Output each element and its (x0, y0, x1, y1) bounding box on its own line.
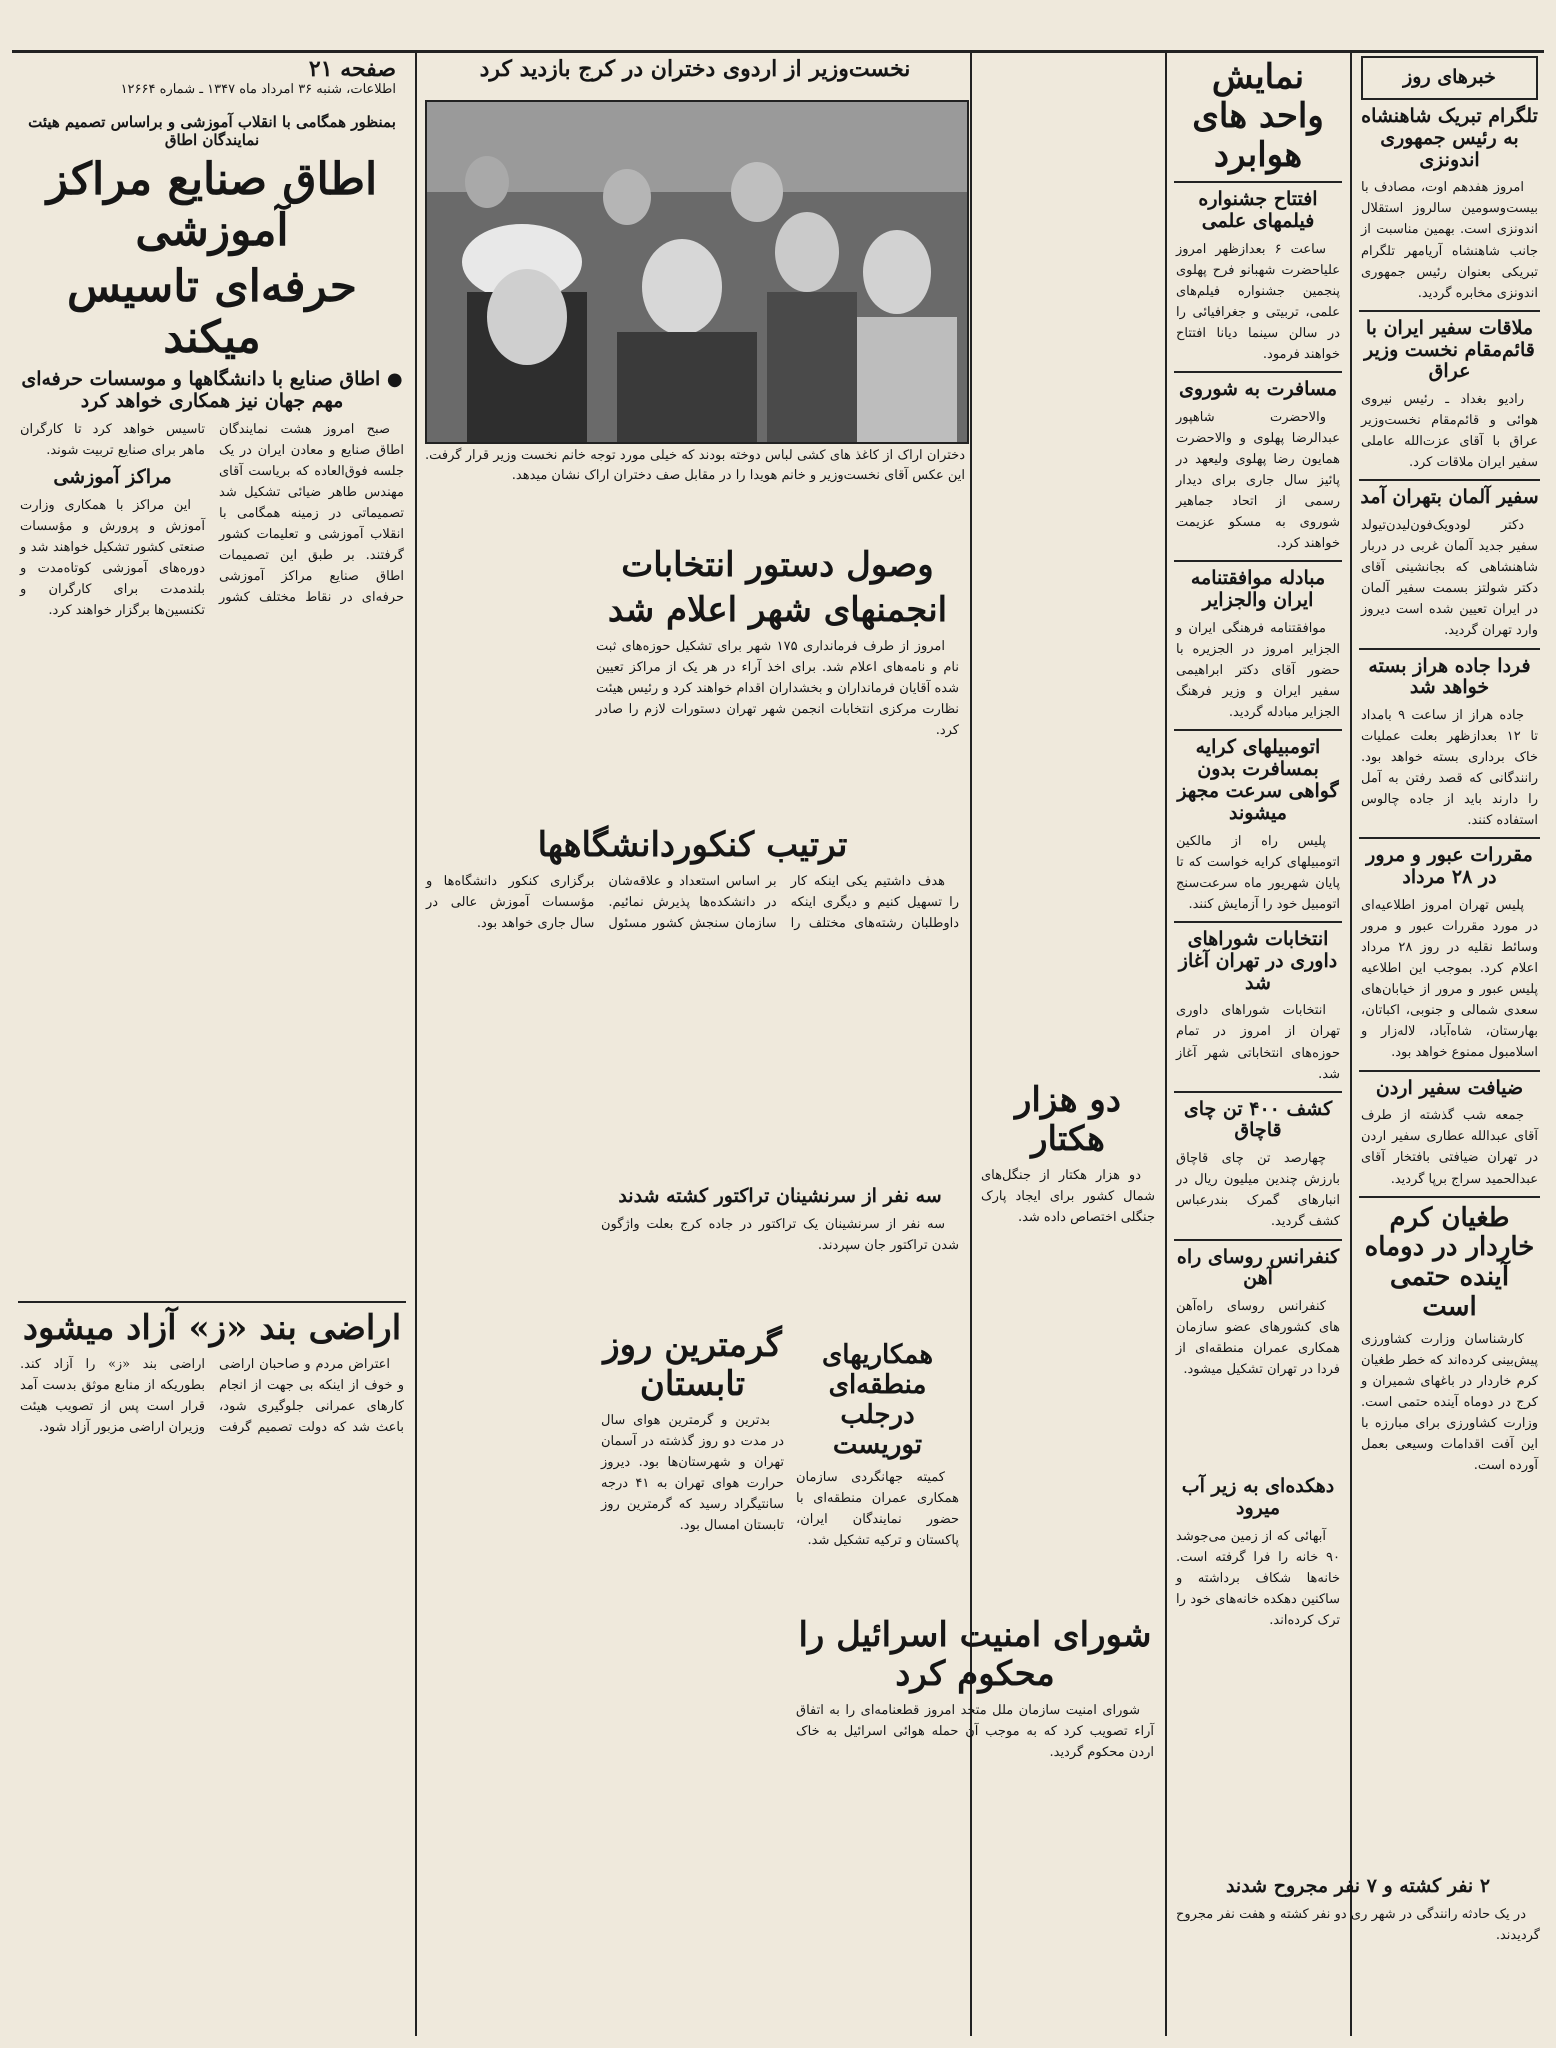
chamber-text-2: این مراکز با همکاری وزارت آموزش و پرورش و مؤسسات صنعتی کشور تشکیل خواهند شد و دوره‌های آموزشی کوتاه‌مدت و بلند‌مدت برای کارگران و تکنسین‌ها برگزار خواهند کرد. (20, 498, 205, 619)
bullet-icon: ● (386, 369, 403, 391)
brief-text: کارشناسان وزارت کشاورزی پیش‌بینی کرده‌اند که خطر طغیان کرم خاردار در باغهای شمیران و کرج در دوماه آینده حتمی است. وزارت کشاورزی برای مبارزه با این آفت اقدامات وسیعی بعمل آورده است. (1361, 1332, 1538, 1474)
konkur-text: هدف داشتیم یکی اینکه کار را تسهیل کنیم و دیگری اینکه داوطلبان رشته‌های مختلف را بر اساس استعداد و علاقه‌شان در دانشکده‌ها پذیرش نمائیم. سازمان سنجش کشور مسئول برگزاری کنکور دانشگاه‌ها و مؤسسات آموزش عالی در سال جاری خواهد بود. (426, 874, 959, 932)
festival-item-title: افتتاح جشنواره فیلمهای علمی (1198, 188, 1318, 233)
tractor-article (595, 1180, 965, 1320)
elections-title-2: انجمنهای شهر اعلام شد (607, 590, 948, 631)
accident-text: در یک حادثه رانندگی در شهر ری دو نفر کشته و هفت نفر مجروح گردیدند. (1176, 1906, 1540, 1943)
village-title: دهکده‌ای به زیر آب میرود (1181, 1475, 1335, 1519)
hectare-article (975, 1075, 1161, 1335)
security-council-article (790, 1610, 1160, 2030)
brief-title: ضیافت سفیر اردن (1375, 1076, 1524, 1099)
brief-item (1355, 318, 1544, 474)
chamber-kicker: بمنظور همگامی با انقلاب آموزشی و براساس تصمیم هیئت نمایندگان اطاق (28, 113, 396, 149)
photo-caption: دختران اراک از کاغذ های کشی لباس دوخته بودند که خیلی مورد توجه خانم نخست وزیر قرار گرفت. این عکس آقای نخست‌وزیر و خانم هویدا را در مقابل صف دختران اراک نشان میدهد. (425, 448, 965, 484)
elections-title-1: وصول دستور انتخابات (621, 545, 934, 585)
photo-headline: نخست‌وزیر از اردوی دختران در کرج بازدید کرد (479, 56, 911, 82)
divider (1174, 181, 1342, 183)
divider (18, 1301, 406, 1303)
chamber-section-title: مراکز آموزشی (53, 466, 172, 489)
festival-item-title: مبادله موافقتنامه ایران والجزایر (1190, 567, 1326, 612)
accident-article (1170, 1870, 1546, 2030)
festival-item-title: اتومبیلهای کرایه بمسافرت بدون گواهی سرعت مجهز میشوند (1177, 736, 1339, 824)
land-article (14, 1295, 410, 2035)
hot-day-text: بدترین و گرمترین هوای سال در مدت دو روز گذشته در آسمان تهران و شهرستان‌ها بود. دیروز حرارت هوای تهران به ۴۱ درجه سانتیگراد رسید که گرمترین روز تابستان امسال بود. (601, 1413, 784, 1534)
festival-item-text: انتخابات شوراهای داوری تهران از امروز در تمام حوزه‌های انتخاباتی شهر آغاز شد. (1176, 1003, 1340, 1082)
festival-item-title: کنفرانس روسای راه آهن (1176, 1245, 1340, 1290)
hot-day-title: گرمترین روز تابستان (603, 1325, 782, 1405)
village-article (1170, 1470, 1346, 1810)
festival-item-text: چهارصد تن چای قاچاق بارزش چندین میلیون ریال در انبارهای گمرک بندرعباس کشف گردید. (1176, 1151, 1340, 1230)
chamber-title-2: حرفه‌ای تاسیس میکند (67, 261, 357, 363)
brief-text: جمعه شب گذشته از طرف آقای عبدالله عطاری سفیر اردن در تهران ضیافتی بافتخار آقای عبدالحمید سراج برپا گردید. (1361, 1108, 1538, 1187)
divider (1359, 310, 1540, 312)
brief-title: تلگرام تبریک شاهنشاه به رئیس جمهوری اندونزی (1361, 104, 1538, 171)
brief-item (1355, 656, 1544, 832)
divider (1174, 1091, 1342, 1093)
brief-text: جاده هراز از ساعت ۹ بامداد تا ۱۲ بعدازظهر بعلت عملیات خاک برداری بسته خواهد بود. رانندگانی که قصد رفتن به آمل را دارند باید از جاده چالوس استفاده کنند. (1361, 708, 1538, 829)
security-council-text: شورای امنیت سازمان ملل متحد امروز قطعنامه‌ای را به اتفاق آراء تصویب کرد که به موجب آن حمله هوائی اسرائیل به خاک اردن محکوم گردید. (796, 1703, 1154, 1761)
chamber-subhead: ● اطاق صنایع با دانشگاهها و موسسات حرفه‌ای مهم جهان نیز همکاری خواهد کرد (21, 368, 403, 413)
brief-text: دکتر لودویک‌فون‌لیدن‌تیولد سفیر جدید آلمان غربی در دربار شاهنشاهی که بجانشینی آقای دکتر شولتز بسمت سفیر آلمان در ایران تعیین شده است دیروز وارد تهران گردید. (1361, 518, 1538, 639)
column-news-briefs (1355, 52, 1544, 2036)
brief-title: ملاقات سفیر ایران با قائم‌مقام نخست وزیر عراق (1364, 316, 1535, 383)
brief-item (1355, 1204, 1544, 1477)
divider (1174, 1239, 1342, 1241)
divider (1359, 479, 1540, 481)
brief-title: سفیر آلمان بتهران آمد (1360, 486, 1539, 509)
brief-title: طغیان کرم خاردار در دوماه آینده حتمی است (1364, 1202, 1535, 1323)
festival-item-text: موافقتنامه فرهنگی ایران و الجزایر امروز در الجزیره با حضور آقای دکتر ابراهیمی سفیر ایران و وزیر فرهنگ الجزایر مبادله گردید. (1176, 621, 1340, 721)
brief-item (1355, 845, 1544, 1063)
tractor-title: سه نفر از سرنشینان تراکتور کشته شدند (618, 1185, 942, 1207)
photo-illustration (427, 102, 967, 442)
news-photo (425, 100, 969, 444)
masthead (16, 56, 396, 97)
chamber-text: صبح امروز هشت نمایندگان اطاق صنایع و معادن ایران در یک جلسه فوق‌العاده که بریاست آقای مهندس طاهر ضیائی تشکیل شد تصمیماتی در زمینه همگامی با انقلاب آموزشی و تعلیمات کشور گرفتند. بر طبق این تصمیمات اطاق صنایع مراکز آموزشی حرفه‌ای در نقاط مختلف کشور تاسیس خواهد کرد تا کارگران ماهر برای صنایع تربیت شوند. (20, 422, 404, 606)
issue-line: اطلاعات، شنبه ۳۶ امرداد ماه ۱۳۴۷ ـ شماره ۱۲۶۶۴ (120, 82, 396, 97)
konkur-article (420, 820, 965, 1140)
briefs-box-title: خبرهای روز (1361, 56, 1538, 100)
festival-item-title: انتخابات شوراهای داوری در تهران آغاز شد (1178, 927, 1338, 994)
tourism-title: همکاریهای منطقه‌ای درجلب توریست (821, 1340, 934, 1460)
column-rule-4 (415, 52, 417, 2036)
tourism-text: کمیته جهانگردی سازمان همکاری عمران منطقه‌ای با حضور نمایندگان ایران، پاکستان و ترکیه تشکیل شد. (796, 1469, 959, 1548)
brief-item (1355, 487, 1544, 641)
divider (1359, 1196, 1540, 1198)
land-title: اراضی بند «ز» آزاد میشود (22, 1308, 402, 1348)
brief-item (1355, 1078, 1544, 1190)
chamber-article (14, 110, 410, 1290)
brief-text: پلیس تهران امروز اطلاعیه‌ای در مورد مقررات عبور و مرور وسائط نقلیه در روز ۲۸ مرداد اعلام کرد. بموجب این اطلاعیه پلیس عبور و مرور از خیابان‌های سعدی شمالی و جنوبی، اکباتان، بهارستان، شاه‌آباد، لاله‌زار و اسلامبول ممنوع خواهد بود. (1361, 898, 1538, 1061)
brief-item (1355, 106, 1544, 304)
brief-title: مقررات عبور و مرور در ۲۸ مرداد (1366, 844, 1533, 889)
hot-day-article (595, 1320, 790, 1620)
brief-text: رادیو بغداد ـ رئیس نیروی هوائی و قائم‌مقام نخست‌وزیر عراق با آقای عزت‌الله عاملی سفیر ایران ملاقات کرد. (1361, 392, 1538, 471)
divider (1174, 729, 1342, 731)
chamber-title-1: اطاق صنایع مراکز آموزشی (46, 154, 378, 256)
festival-item-title: مسافرت به شوروی (1178, 378, 1338, 401)
festival-item-text: پلیس راه از مالکین اتومبیلهای کرایه خواست که تا پایان شهریور ماه سرعت‌سنج اتومبیل خود را آزمایش کنند. (1176, 833, 1340, 912)
festival-item-text: والاحضرت شاهپور عبدالرضا پهلوی و والاحضرت همایون رضا پهلوی ولیعهد در پائیز سال جاری برای دیدار رسمی از اتحاد جماهیر شوروی به مسکو عزیمت خواهند کرد. (1176, 410, 1340, 552)
hectare-title: دو هزار هکتار (1015, 1080, 1121, 1160)
column-rule-2 (1165, 52, 1167, 2036)
divider (1174, 921, 1342, 923)
divider (1174, 371, 1342, 373)
security-council-title: شورای امنیت اسرائیل را محکوم کرد (798, 1615, 1152, 1695)
elections-text: امروز از طرف فرمانداری ۱۷۵ شهر برای تشکیل حوزه‌های ثبت نام و نامه‌های اعلام شد. برای اخذ آراء در هر یک از مراکز تعیین شده آقایان فرمانداران و بخشداران اقدام خواهند کرد و رئیس هیئت نظارت مرکزی انتخابات انجمن شهر تهران دستورات لازم را صادر کرد. (596, 639, 959, 739)
divider (1359, 837, 1540, 839)
divider (1359, 648, 1540, 650)
hectare-text: دو هزار هکتار از جنگل‌های شمال کشور برای ایجاد پارک جنگلی اختصاص داده شد. (981, 1168, 1155, 1226)
festival-item-text: ساعت ۶ بعدازظهر امروز علیاحضرت شهبانو فرح پهلوی پنجمین جشنواره فیلم‌های علمی، تربیتی و جغرافیائی را در سالن سینما دیانا افتتاح خواهند فرمود. (1176, 241, 1340, 363)
village-text: آبهائی که از زمین می‌جوشد ۹۰ خانه را فرا گرفته است. خانه‌ها شکاف برداشته و ساکنین دهکده خانه‌های خود را ترک کرده‌اند. (1176, 1528, 1340, 1628)
tourism-article (790, 1335, 965, 1595)
land-text: اعتراض مردم و صاحبان اراضی و خوف از اینکه بی جهت از انجام کارهای عمرانی جلوگیری شود، باعث شد که دولت تصمیم گرفت اراضی بند «ز» را آزاد کند. بطوریکه از منابع موثق بدست آمد قرار است پس از تصویب هیئت وزیران اراضی مزبور آزاد شود. (20, 1357, 404, 1436)
festival-item-text: کنفرانس روسای راه‌آهن های کشورهای عضو سازمان همکاری عمران منطقه‌ای از فردا در تهران تشکیل میشود. (1176, 1299, 1340, 1378)
accident-title: ۲ نفر کشته و ۷ نفر مجروح شدند (1225, 1875, 1491, 1897)
divider (1174, 560, 1342, 562)
brief-text: امروز هفدهم اوت، مصادف با بیست‌وسومین سالروز استقلال اندونزی است. بهمین مناسبت از جانب شاهنشاه آریامهر تلگرام تبریکی بعنوان رئیس جمهوری اندونزی مخابره گردید. (1361, 180, 1538, 301)
festival-item-title: کشف ۴۰۰ تن چای قاچاق (1183, 1097, 1333, 1142)
page-number: صفحه ۲۱ (308, 56, 396, 82)
column-rule-1 (1350, 52, 1352, 2036)
tractor-text: سه نفر از سرنشینان یک تراکتور در جاده کرج بعلت واژگون شدن تراکتور جان سپردند. (601, 1216, 959, 1253)
brief-title: فردا جاده هراز بسته خواهد شد (1368, 654, 1531, 699)
divider (1359, 1070, 1540, 1072)
festival-title: نمایش واحد های هوابرد (1192, 57, 1324, 176)
konkur-title: ترتیب کنکوردانشگاهها (537, 825, 848, 865)
